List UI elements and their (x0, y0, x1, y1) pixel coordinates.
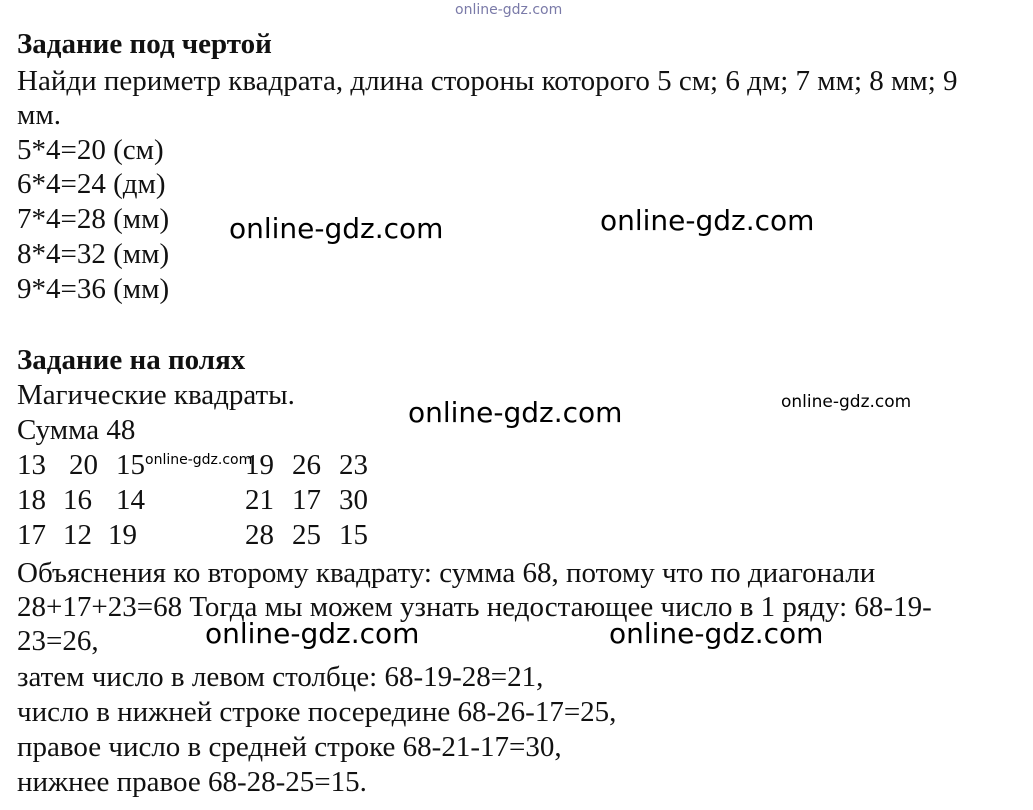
square1-cell: 17 (17, 519, 46, 551)
square2-cell: 23 (339, 449, 368, 481)
square1-cell: 16 (63, 484, 92, 516)
square1-cell: 20 (69, 449, 98, 481)
section1-title: Задание под чертой (17, 28, 272, 60)
answer-line: 7*4=28 (мм) (17, 203, 170, 235)
explanation-line: 28+17+23=68 Тогда мы можем узнать недостающее число в 1 ряду: 68-19- (17, 591, 932, 623)
square1-cell: 14 (116, 484, 145, 516)
watermark-text: online-gdz.com (229, 212, 444, 245)
section2-title: Задание на полях (17, 344, 246, 376)
answer-line: 5*4=20 (см) (17, 134, 164, 166)
square2-cell: 19 (245, 449, 274, 481)
square1-cell: 19 (108, 519, 137, 551)
square2-cell: 25 (292, 519, 321, 551)
square2-cell: 28 (245, 519, 274, 551)
task-text-line2: мм. (17, 99, 61, 131)
task-text-line1: Найди периметр квадрата, длина стороны которого 5 см; 6 дм; 7 мм; 8 мм; 9 (17, 65, 958, 97)
square2-cell: 26 (292, 449, 321, 481)
watermark-text: online-gdz.com (600, 204, 815, 237)
watermark-text: online-gdz.com (145, 452, 253, 468)
section2-subtitle: Магические квадраты. (17, 379, 295, 411)
watermark-text: online-gdz.com (205, 617, 420, 650)
top-watermark: online-gdz.com (455, 2, 563, 18)
explanation-line: Объяснения ко второму квадрату: сумма 68, потому что по диагонали (17, 557, 876, 589)
explanation-line: правое число в средней строке 68-21-17=30, (17, 731, 562, 763)
sum-label: Сумма 48 (17, 414, 136, 446)
explanation-line: 23=26, (17, 625, 99, 657)
square2-cell: 17 (292, 484, 321, 516)
answer-line: 9*4=36 (мм) (17, 273, 170, 305)
square1-cell: 13 (17, 449, 46, 481)
explanation-line: затем число в левом столбце: 68-19-28=21, (17, 661, 544, 693)
answer-line: 8*4=32 (мм) (17, 238, 170, 270)
square2-cell: 15 (339, 519, 368, 551)
square1-cell: 12 (63, 519, 92, 551)
square2-cell: 30 (339, 484, 368, 516)
watermark-text: online-gdz.com (408, 396, 623, 429)
square1-cell: 18 (17, 484, 46, 516)
square2-cell: 21 (245, 484, 274, 516)
answer-line: 6*4=24 (дм) (17, 168, 166, 200)
explanation-line: число в нижней строке посередине 68-26-17=25, (17, 696, 617, 728)
explanation-line: нижнее правое 68-28-25=15. (17, 766, 367, 798)
square1-cell: 15 (116, 449, 145, 481)
watermark-text: online-gdz.com (781, 392, 912, 412)
watermark-text: online-gdz.com (609, 617, 824, 650)
